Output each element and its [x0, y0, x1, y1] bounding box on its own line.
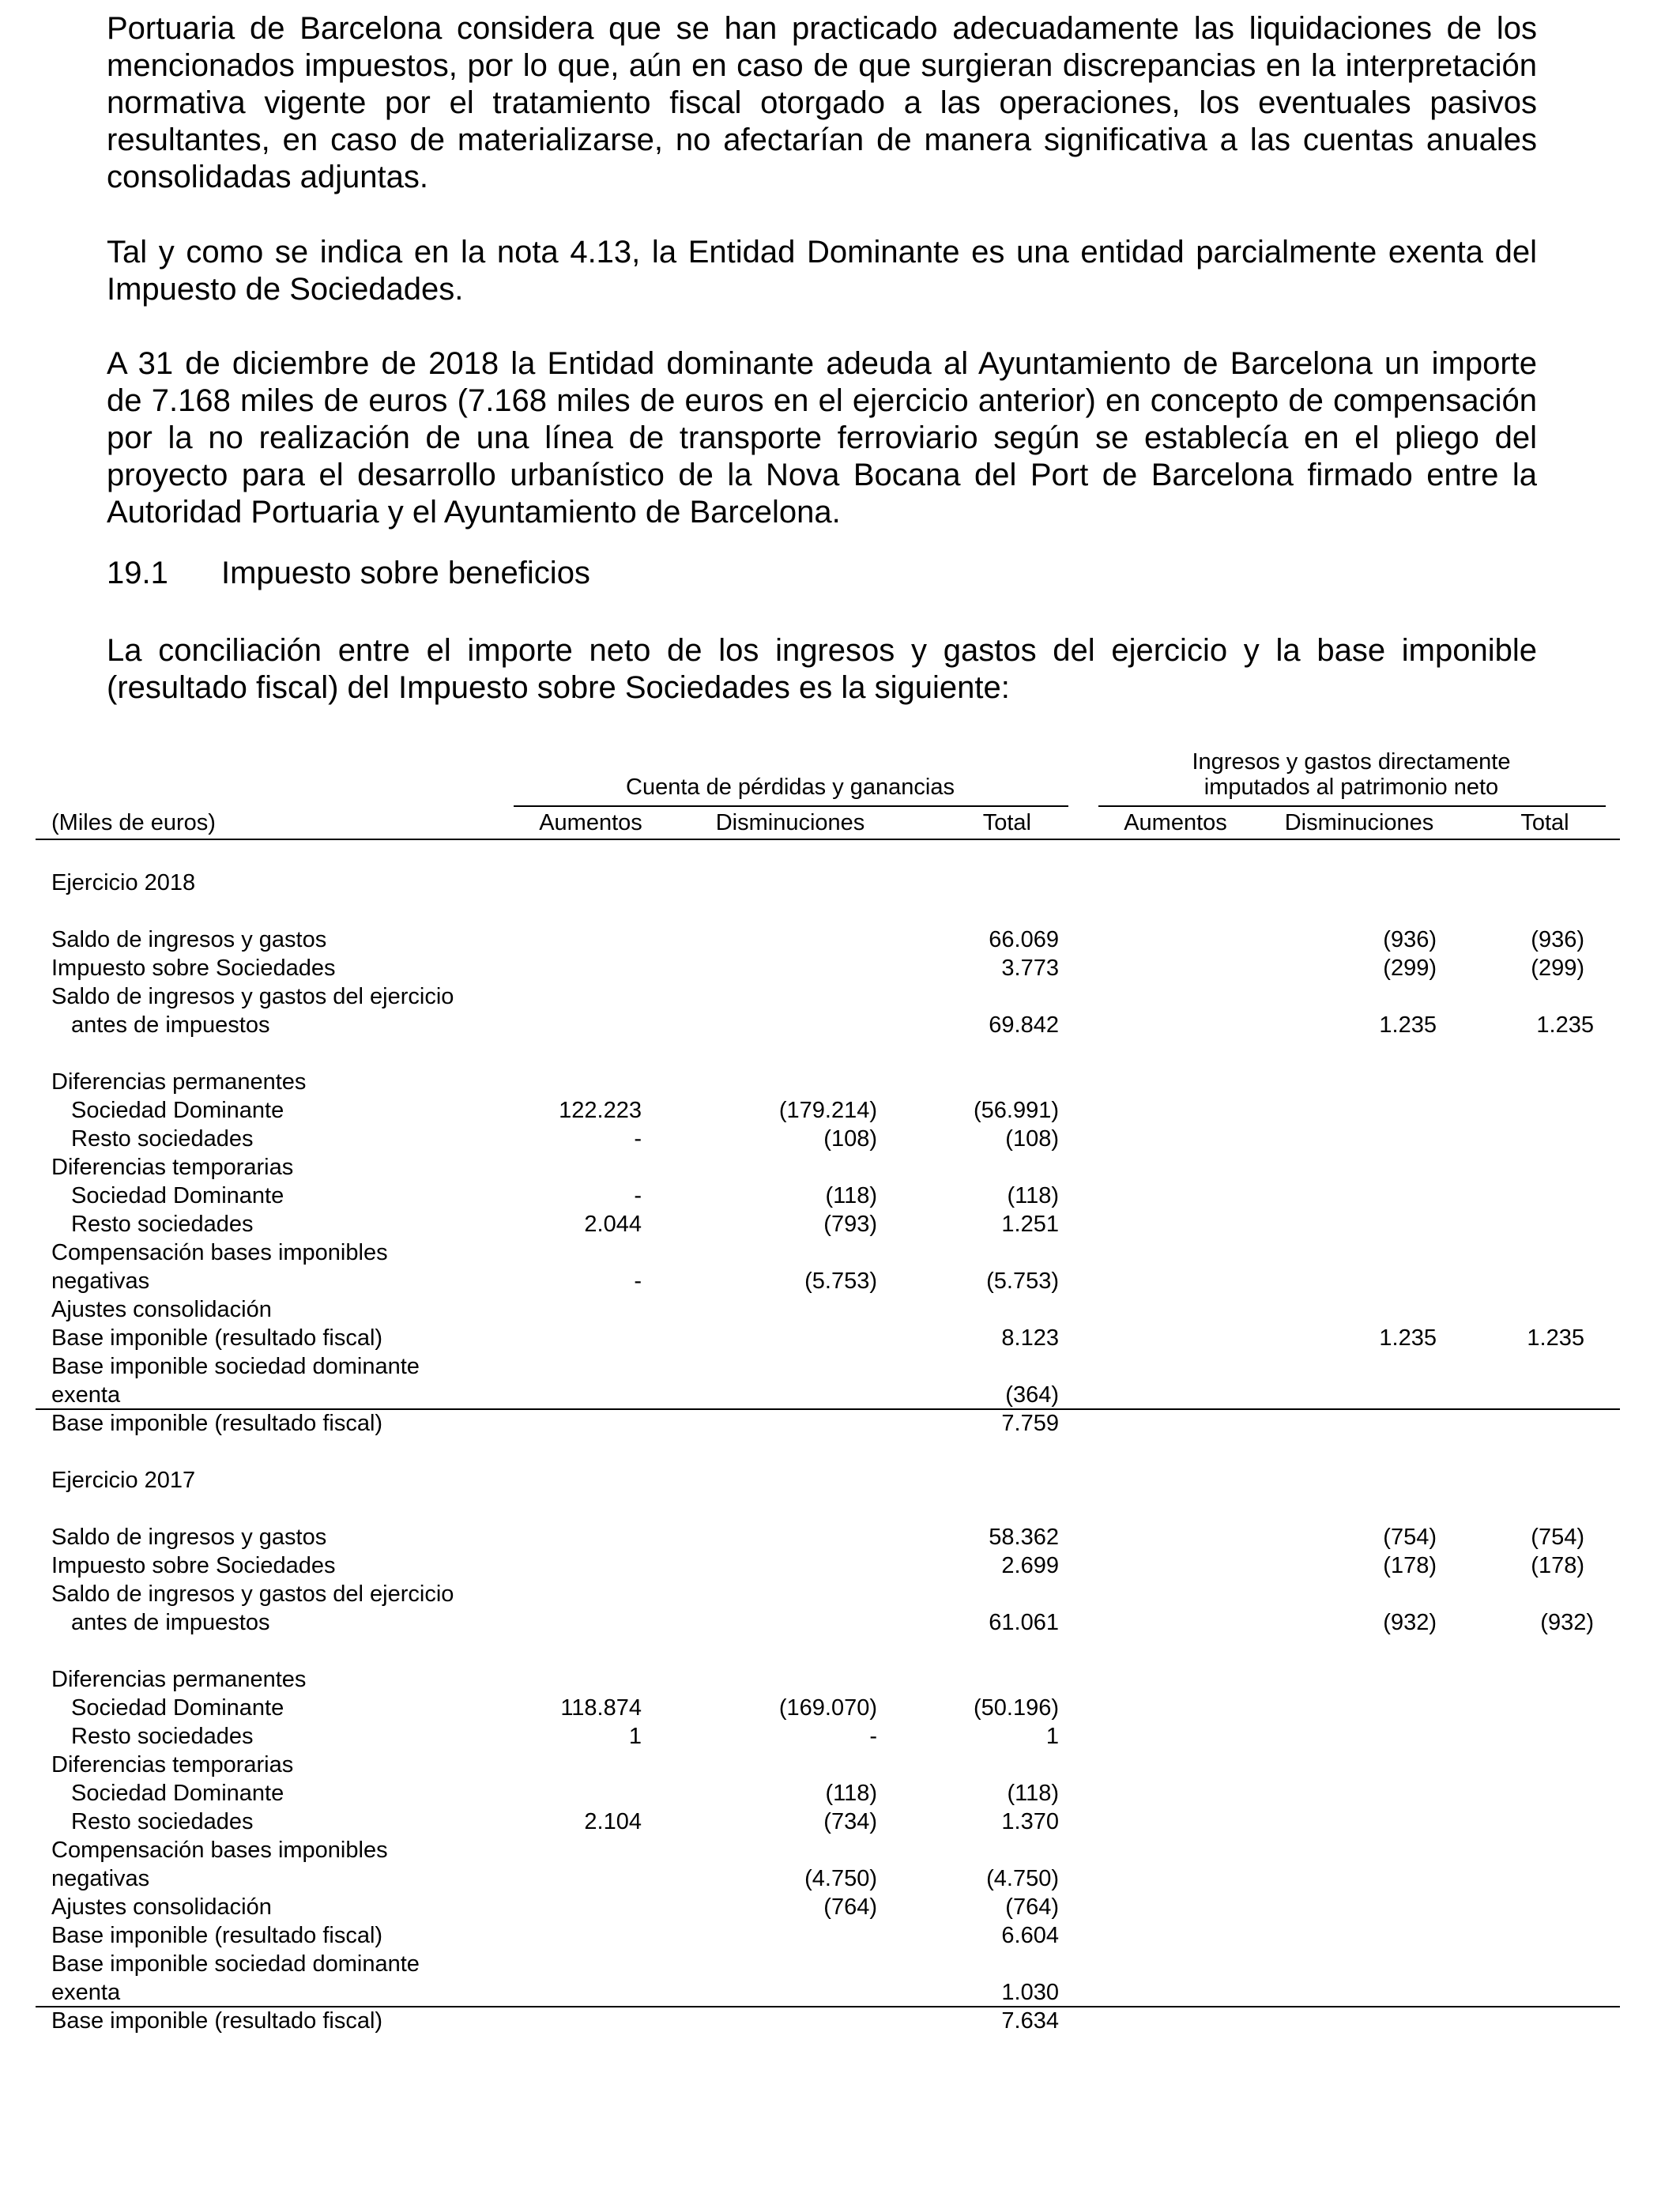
cell-aumentos: - — [634, 1183, 642, 1208]
text-line: Portuaria de Barcelona considera que se han practicado adecuadamente las liquidaciones de los — [107, 11, 1537, 46]
cell-total-pn: (754) — [1531, 1525, 1584, 1550]
cell-disminuciones: (764) — [823, 1894, 877, 1920]
col-header-total-pn: Total — [1520, 810, 1569, 835]
col-header-disminuciones-pn: Disminuciones — [1284, 810, 1434, 835]
row-label: negativas — [51, 1866, 150, 1891]
row-label: Saldo de ingresos y gastos — [51, 927, 327, 952]
paragraph-ayuntamiento-debt — [107, 345, 1537, 531]
cell-aumentos: 2.104 — [584, 1809, 642, 1834]
row-label: antes de impuestos — [71, 1610, 270, 1635]
text-line: mencionados impuestos, por lo que, aún en caso de que surgieran discrepancias en la interpretación — [107, 48, 1537, 83]
cell-disminuciones: (793) — [823, 1212, 877, 1237]
cell-total-pn: (936) — [1531, 927, 1584, 952]
row-label: Base imponible sociedad dominante — [51, 1951, 420, 1977]
cell-disminuciones: (4.750) — [804, 1866, 877, 1891]
cell-total: 1 — [1045, 1724, 1059, 1749]
row-label: Compensación bases imponibles — [51, 1838, 388, 1863]
row-label: Diferencias temporarias — [51, 1155, 294, 1180]
cell-total: 8.123 — [1001, 1325, 1059, 1351]
row-label: Impuesto sobre Sociedades — [51, 956, 336, 981]
paragraph-conciliation-intro — [107, 632, 1537, 707]
cell-disminuciones-pn: (299) — [1383, 956, 1437, 981]
section-number: 19.1 — [107, 556, 168, 590]
row-label: Sociedad Dominante — [71, 1781, 284, 1806]
cell-total-pn: 1.235 — [1527, 1325, 1584, 1351]
row-label: Saldo de ingresos y gastos del ejercicio — [51, 984, 454, 1009]
cell-total: 66.069 — [989, 927, 1059, 952]
cell-total: 1.030 — [1001, 1980, 1059, 2005]
paragraph-partially-exempt — [107, 234, 1537, 308]
row-label: Ajustes consolidación — [51, 1297, 272, 1322]
cell-total: (118) — [1007, 1781, 1059, 1806]
row-label: Resto sociedades — [71, 1724, 254, 1749]
cell-disminuciones-pn: (178) — [1383, 1553, 1437, 1578]
text-line: La conciliación entre el importe neto de los ingresos y gastos del ejercicio y la base imponible — [107, 633, 1537, 668]
cell-disminuciones: (5.753) — [804, 1269, 877, 1294]
text-line: Tal y como se indica en la nota 4.13, la Entidad Dominante es una entidad parcialmente exenta del — [107, 235, 1537, 270]
col-header-disminuciones: Disminuciones — [715, 810, 865, 835]
group-header-patrimonio-line2: imputados al patrimonio neto — [1203, 775, 1499, 800]
row-label: Base imponible (resultado fiscal) — [51, 1325, 383, 1351]
cell-disminuciones-pn: 1.235 — [1379, 1325, 1437, 1351]
row-label: Saldo de ingresos y gastos del ejercicio — [51, 1581, 454, 1607]
text-line: por la no realización de una línea de transporte ferroviario según se establecía en el pliego del — [107, 420, 1537, 455]
cell-total: (118) — [1007, 1183, 1059, 1208]
cell-disminuciones: - — [869, 1724, 877, 1749]
cell-aumentos: 122.223 — [559, 1098, 642, 1123]
group-header-patrimonio-line1: Ingresos y gastos directamente — [1192, 749, 1511, 775]
cell-total: 7.759 — [1001, 1411, 1059, 1436]
row-label: exenta — [51, 1980, 121, 2005]
section-heading — [107, 555, 590, 592]
cell-total: 2.699 — [1001, 1553, 1059, 1578]
cell-total: 58.362 — [989, 1525, 1059, 1550]
header-rule — [36, 839, 1620, 840]
text-line: resultantes, en caso de materializarse, no afectarían de manera significativa a las cuentas anuales — [107, 123, 1537, 157]
col-header-total: Total — [982, 810, 1031, 835]
cell-aumentos: - — [634, 1269, 642, 1294]
row-label: exenta — [51, 1382, 121, 1408]
cell-total: (5.753) — [986, 1269, 1059, 1294]
cell-aumentos: 1 — [628, 1724, 642, 1749]
cell-total: (56.991) — [973, 1098, 1059, 1123]
cell-disminuciones: (118) — [825, 1183, 877, 1208]
row-label: Sociedad Dominante — [71, 1695, 284, 1721]
cell-disminuciones: (108) — [823, 1126, 877, 1152]
cell-total-pn: (932) — [1540, 1610, 1594, 1635]
row-label: Diferencias permanentes — [51, 1667, 307, 1692]
row-label: Sociedad Dominante — [71, 1098, 284, 1123]
cell-disminuciones: (179.214) — [778, 1098, 877, 1123]
row-label: Base imponible (resultado fiscal) — [51, 1411, 383, 1436]
text-line: de 7.168 miles de euros (7.168 miles de euros en el ejercicio anterior) en concepto de compensación — [107, 383, 1537, 418]
text-line: Impuesto de Sociedades. — [107, 272, 464, 307]
cell-disminuciones-pn: (754) — [1383, 1525, 1437, 1550]
row-label: Compensación bases imponibles — [51, 1240, 388, 1265]
cell-disminuciones: (734) — [823, 1809, 877, 1834]
row-label: Resto sociedades — [71, 1126, 254, 1152]
group-header-pyg: Cuenta de pérdidas y ganancias — [626, 775, 955, 800]
text-line: proyecto para el desarrollo urbanístico de la Nova Bocana del Port de Barcelona firmado entre la — [107, 458, 1537, 492]
cell-total: 69.842 — [989, 1012, 1059, 1038]
cell-aumentos: 2.044 — [584, 1212, 642, 1237]
group-underline-pyg — [514, 805, 1068, 807]
cell-total-pn: (178) — [1531, 1553, 1584, 1578]
col-header-aumentos-pn: Aumentos — [1124, 810, 1227, 835]
cell-total: (50.196) — [973, 1695, 1059, 1721]
cell-total: 61.061 — [989, 1610, 1059, 1635]
cell-total: (364) — [1005, 1382, 1059, 1408]
row-label: Resto sociedades — [71, 1212, 254, 1237]
cell-total: 1.370 — [1001, 1809, 1059, 1834]
cell-total: 3.773 — [1001, 956, 1059, 981]
cell-disminuciones: (118) — [825, 1781, 877, 1806]
text-line: normativa vigente por el tratamiento fiscal otorgado a las operaciones, los eventuales pasivos — [107, 85, 1537, 120]
cell-total-pn: 1.235 — [1536, 1012, 1594, 1038]
row-label: Sociedad Dominante — [71, 1183, 284, 1208]
row-label: Base imponible (resultado fiscal) — [51, 1923, 383, 1948]
text-line: consolidadas adjuntas. — [107, 160, 428, 194]
text-line: Autoridad Portuaria y el Ayuntamiento de Barcelona. — [107, 495, 841, 530]
unit-label: (Miles de euros) — [51, 810, 216, 835]
cell-total: 6.604 — [1001, 1923, 1059, 1948]
cell-total: (4.750) — [986, 1866, 1059, 1891]
text-line: (resultado fiscal) del Impuesto sobre Sociedades es la siguiente: — [107, 670, 1010, 705]
row-label: Base imponible sociedad dominante — [51, 1354, 420, 1379]
cell-disminuciones: (169.070) — [778, 1695, 877, 1721]
col-header-aumentos: Aumentos — [539, 810, 642, 835]
row-label: Resto sociedades — [71, 1809, 254, 1834]
cell-disminuciones-pn: (932) — [1383, 1610, 1437, 1635]
cell-total: 7.634 — [1001, 2008, 1059, 2034]
row-label: negativas — [51, 1269, 150, 1294]
group-underline-patrimonio — [1098, 805, 1606, 807]
row-label: Diferencias permanentes — [51, 1069, 307, 1095]
cell-aumentos: 118.874 — [560, 1695, 642, 1721]
row-label: Ejercicio 2018 — [51, 870, 196, 895]
text-line: A 31 de diciembre de 2018 la Entidad dominante adeuda al Ayuntamiento de Barcelona un importe — [107, 346, 1537, 381]
cell-total: (764) — [1005, 1894, 1059, 1920]
cell-total: 1.251 — [1001, 1212, 1059, 1237]
row-label: Diferencias temporarias — [51, 1752, 294, 1777]
cell-total-pn: (299) — [1531, 956, 1584, 981]
cell-disminuciones-pn: (936) — [1383, 927, 1437, 952]
cell-disminuciones-pn: 1.235 — [1379, 1012, 1437, 1038]
row-label: Impuesto sobre Sociedades — [51, 1553, 336, 1578]
row-label: Saldo de ingresos y gastos — [51, 1525, 327, 1550]
row-label: Ajustes consolidación — [51, 1894, 272, 1920]
section-title: Impuesto sobre beneficios — [221, 556, 590, 590]
cell-aumentos: - — [634, 1126, 642, 1152]
paragraph-tax-liabilities — [107, 10, 1537, 196]
cell-total: (108) — [1005, 1126, 1059, 1152]
row-label: Base imponible (resultado fiscal) — [51, 2008, 383, 2034]
row-label: Ejercicio 2017 — [51, 1468, 196, 1493]
row-label: antes de impuestos — [71, 1012, 270, 1038]
